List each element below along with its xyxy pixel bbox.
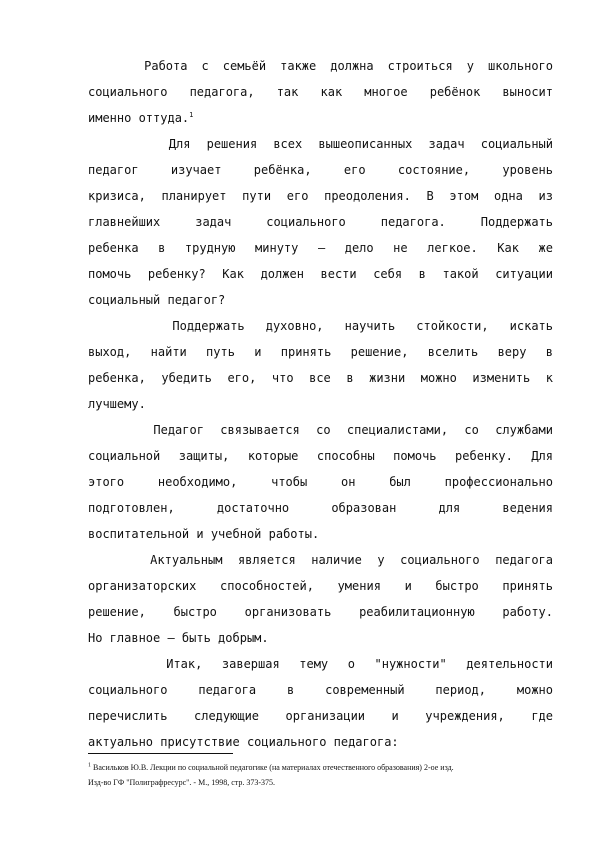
- body-line: Итак, завершая тему о "нужности" деятельности: [88, 657, 553, 671]
- body-line: Поддержать духовно, научить стойкости, искать: [88, 319, 553, 333]
- body-line: кризиса, планирует пути его преодоления. В этом одна из: [88, 189, 553, 203]
- body-line: педагог изучает ребёнка, его состояние, уровень: [88, 163, 553, 177]
- body-line: Работа с семьёй также должна строиться у школьного: [88, 59, 553, 73]
- footnote-reference: 1: [189, 111, 194, 119]
- body-line: ребенка, убедить его, что все в жизни можно изменить к: [88, 371, 553, 385]
- body-line: главнейших задач социального педагога. Поддержать: [88, 215, 553, 229]
- body-line: выход, найти путь и принять решение, вселить веру в: [88, 345, 553, 359]
- body-line: этого необходимо, чтобы он был профессионально: [88, 475, 553, 489]
- body-line: помочь ребенку? Как должен вести себя в такой ситуации: [88, 267, 553, 281]
- body-line: Актуальным является наличие у социального педагога: [88, 553, 553, 567]
- body-line: социального педагога в современный период, можно: [88, 683, 553, 697]
- body-line: ребенка в трудную минуту – дело не легкое. Как же: [88, 241, 553, 255]
- footnote-line: [88, 762, 558, 773]
- body-line: социальный педагог?: [88, 293, 226, 307]
- body-line: социального педагога, так как многое ребёнок выносит: [88, 85, 553, 99]
- footnote-marker: 1: [88, 762, 91, 769]
- footnote-line: Изд-во ГФ "Полиграфресурс". - М., 1998, стр. 373-375.: [88, 778, 276, 787]
- body-line-text: именно оттуда.: [88, 111, 190, 125]
- body-line: Педагог связывается со специалистами, со службами: [88, 423, 553, 437]
- body-line-with-footnote: [88, 108, 553, 128]
- footnote-text: Васильков Ю.В. Лекции по социальной педагогике (на материалах отечественного образования) 2-ое изд.: [91, 763, 454, 772]
- body-line: подготовлен, достаточно образован для ведения: [88, 501, 553, 515]
- body-line: Для решения всех вышеописанных задач социальный: [88, 137, 553, 151]
- footnote-separator: [88, 753, 233, 754]
- body-line: Но главное – быть добрым.: [88, 631, 269, 645]
- body-line: перечислить следующие организации и учреждения, где: [88, 709, 553, 723]
- body-line: социальной защиты, которые способны помочь ребенку. Для: [88, 449, 553, 463]
- body-line: актуально присутствие социального педагога:: [88, 735, 399, 749]
- body-line: лучшему.: [88, 397, 146, 411]
- body-line: организаторских способностей, умения и быстро принять: [88, 579, 553, 593]
- body-line: решение, быстро организовать реабилитационную работу.: [88, 605, 553, 619]
- body-line: воспитательной и учебной работы.: [88, 527, 320, 541]
